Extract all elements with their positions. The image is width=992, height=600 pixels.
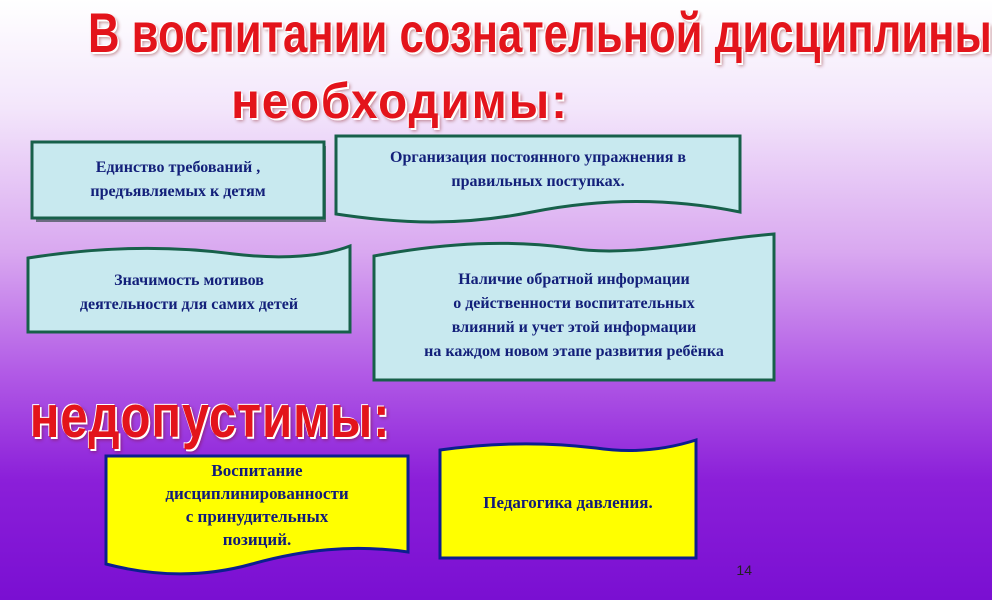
card-motive-significance [24, 234, 354, 338]
page-number: 14 [736, 562, 752, 578]
slide-subtitle-required: необходимы: [231, 73, 569, 129]
card-unity-of-requirements [30, 140, 330, 225]
card-text: Воспитание дисциплинированности с принудительных позиций. [165, 461, 349, 549]
card-text: Единство требований , предъявляемых к детям [90, 159, 266, 200]
card-feedback [370, 220, 778, 385]
card-coercive-upbringing [102, 452, 412, 580]
card-text: Организация постоянного упражнения в правильных поступках. [390, 149, 686, 190]
card-text: Наличие обратной информации о действенности воспитательных влияний и учет этой информации на каждом новом этапе развития ребёнка [424, 271, 724, 360]
card-constant-practice [332, 132, 744, 232]
card-text: Значимость мотивов деятельности для самих детей [79, 272, 299, 313]
card-text: Педагогика давления. [483, 492, 653, 512]
slide-title: В воспитании сознательной дисциплины [88, 1, 992, 64]
card-pressure-pedagogy [436, 432, 700, 562]
slide-subtitle-forbidden: недопустимы: [29, 383, 391, 450]
